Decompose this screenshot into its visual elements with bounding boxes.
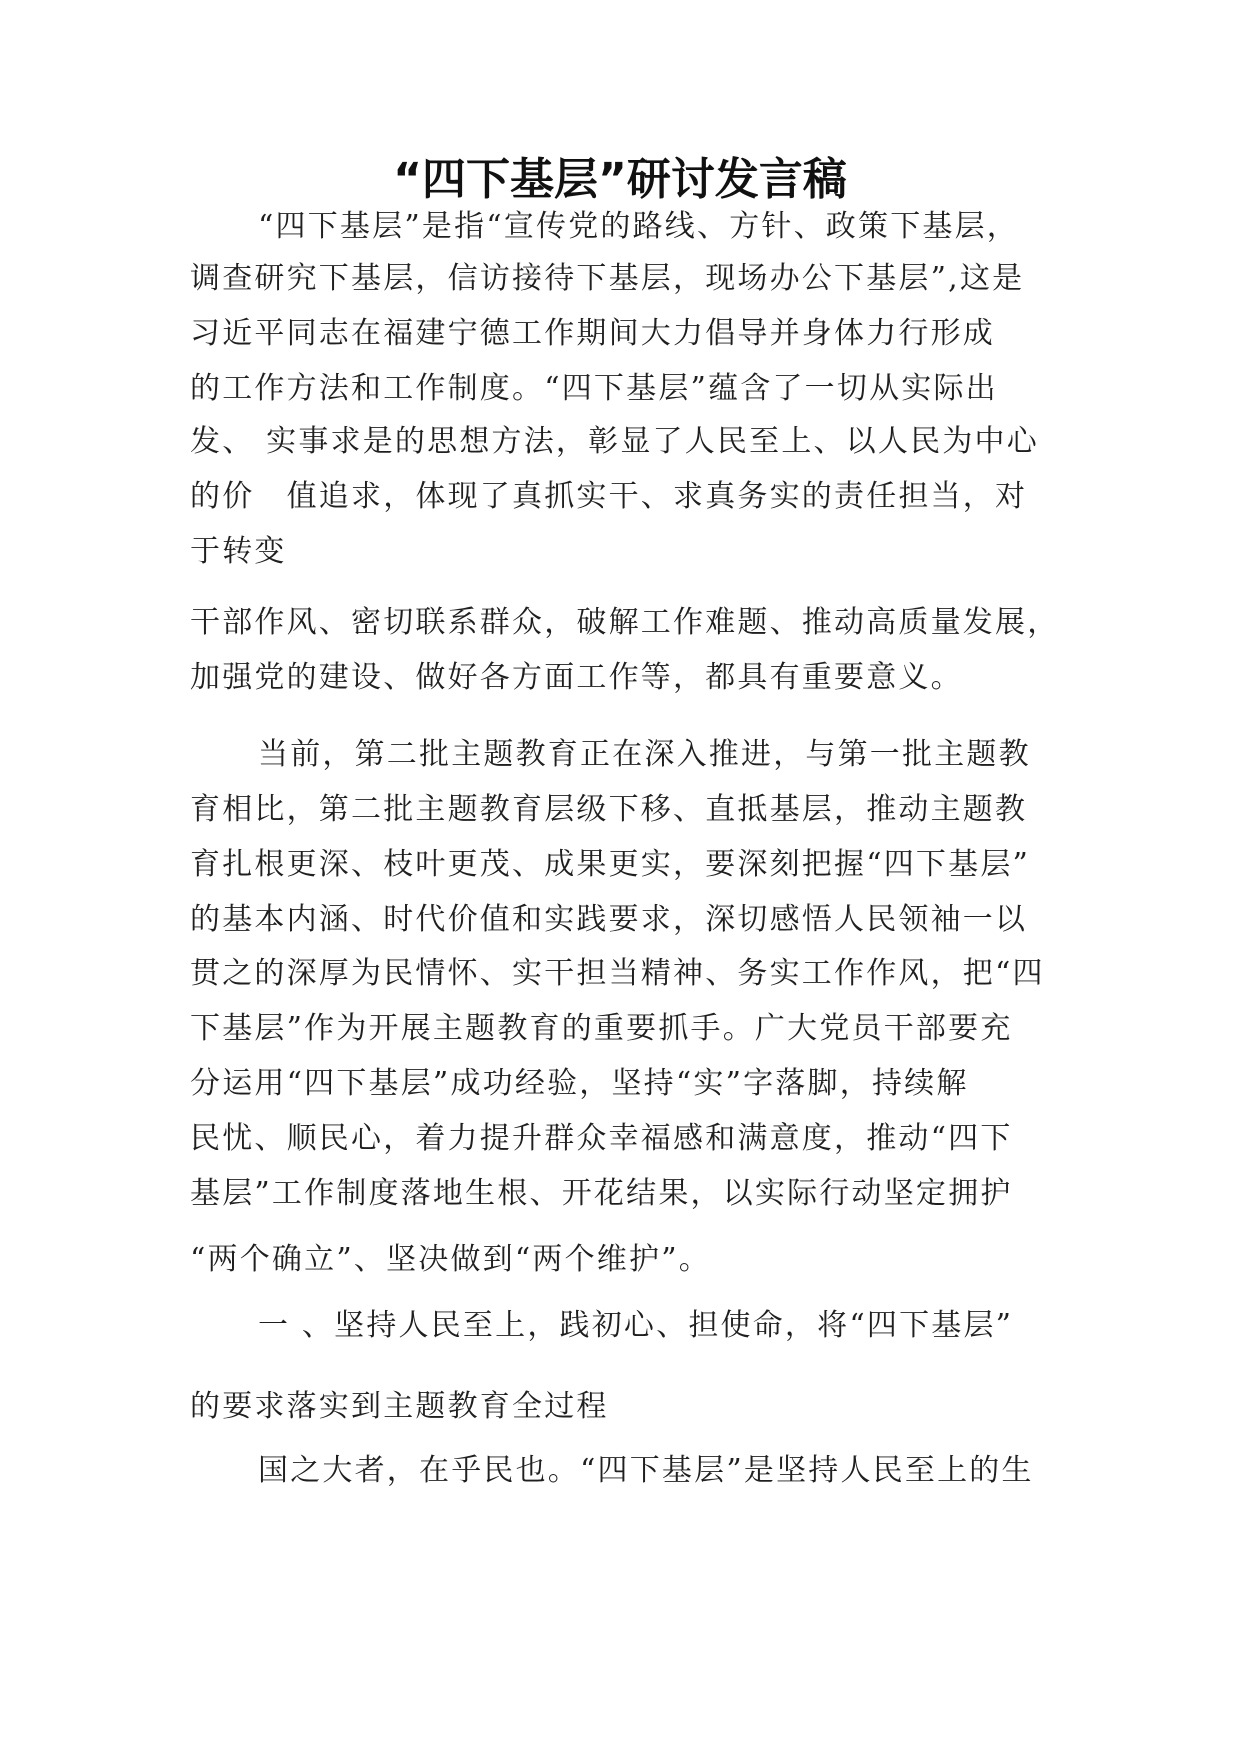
document-title: “四下基层”研讨发言稿	[393, 154, 847, 205]
paragraph-line: 习近平同志在福建宁德工作期间大力倡导并身体力行形成	[190, 316, 995, 351]
paragraph-line: “四下基层”是指“宣传党的路线、方针、政策下基层，	[258, 209, 1020, 244]
paragraph-line: 当前，第二批主题教育正在深入推进，与第一批主题教	[258, 737, 1031, 772]
section-heading-continued: 的要求落实到主题教育全过程	[190, 1389, 609, 1424]
paragraph-line: 国之大者，在乎民也。“四下基层”是坚持人民至上的生	[258, 1453, 1034, 1488]
paragraph-line: 的基本内涵、时代价值和实践要求，深切感悟人民领袖一以	[190, 902, 1028, 937]
paragraph-line: 调查研究下基层，信访接待下基层，现场办公下基层”,这是	[190, 261, 1025, 296]
paragraph-line: 育相比，第二批主题教育层级下移、直抵基层，推动主题教	[190, 792, 1028, 827]
paragraph-line: 育扎根更深、枝叶更茂、成果更实，要深刻把握“四下基层”	[190, 847, 1031, 882]
paragraph-line: 加强党的建设、做好各方面工作等，都具有重要意义。	[190, 660, 963, 695]
paragraph-line: 的价 值追求，体现了真抓实干、求真务实的责任担当，对	[190, 479, 1028, 514]
paragraph-line: 于转变	[190, 534, 287, 569]
paragraph-line: 下基层”作为开展主题教育的重要抓手。广大党员干部要充	[190, 1011, 1013, 1046]
paragraph-line: 发、 实事求是的思想方法，彰显了人民至上、以人民为中心	[190, 424, 1039, 459]
paragraph-line: 的工作方法和工作制度。“四下基层”蕴含了一切从实际出	[190, 371, 998, 406]
paragraph-line: 基层”工作制度落地生根、开花结果，以实际行动坚定拥护	[190, 1176, 1013, 1211]
paragraph-line: 民忧、顺民心，着力提升群众幸福感和满意度，推动“四下	[190, 1121, 1013, 1156]
paragraph-line: “两个确立”、坚决做到“两个维护”。	[190, 1242, 711, 1277]
paragraph-line: 干部作风、密切联系群众，破解工作难题、推动高质量发展，	[190, 605, 1060, 640]
section-heading: 一 、坚持人民至上，践初心、担使命，将“四下基层”	[258, 1308, 1014, 1343]
paragraph-line: 分运用“四下基层”成功经验，坚持“实”字落脚，持续解	[190, 1066, 969, 1101]
paragraph-line: 贯之的深厚为民情怀、实干担当精神、务实工作作风，把“四	[190, 956, 1045, 991]
